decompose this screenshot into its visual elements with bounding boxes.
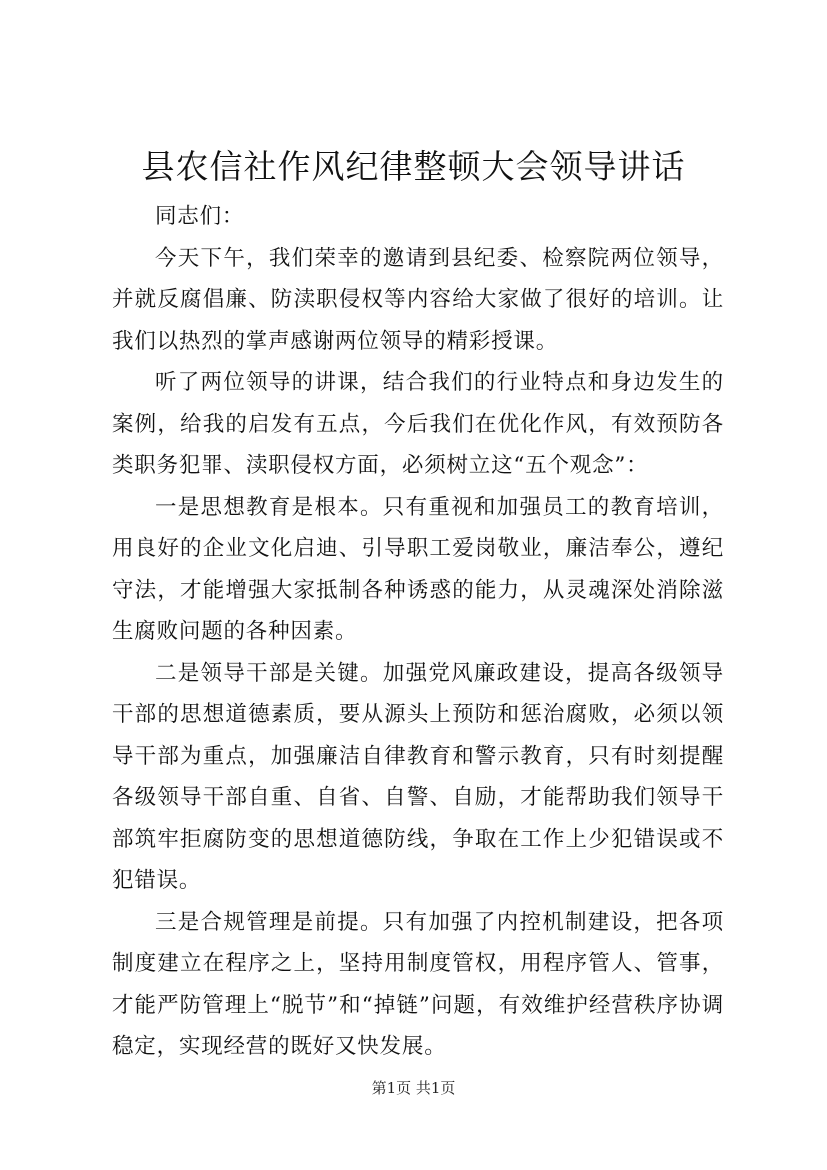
document-title: 县农信社作风纪律整顿大会领导讲话 [141, 147, 686, 186]
paragraph-point-one: 一是思想教育是根本。只有重视和加强员工的教育培训，用良好的企业文化启迪、引导职工爱岗敬业，廉洁奉公，遵纪守法，才能增强大家抵制各种诱惑的能力，从灵魂深处消除滋生腐败问题的各种因素。 [112, 494, 724, 644]
document-body [112, 196, 724, 1068]
paragraph-point-three: 三是合规管理是前提。只有加强了内控机制建设，把各项制度建立在程序之上，坚持用制度管权，用程序管人、管事，才能严防管理上“脱节”和“掉链”问题，有效维护经营秩序协调稳定，实现经营的既好又快发展。 [112, 909, 724, 1059]
paragraph-intro: 今天下午，我们荣幸的邀请到县纪委、检察院两位领导，并就反腐倡廉、防渎职侵权等内容给大家做了很好的培训。让我们以热烈的掌声感谢两位领导的精彩授课。 [112, 245, 724, 354]
salutation: 同志们： [155, 204, 245, 229]
paragraph-point-two: 二是领导干部是关键。加强党风廉政建设，提高各级领导干部的思想道德素质，要从源头上预防和惩治腐败，必须以领导干部为重点，加强廉洁自律教育和警示教育，只有时刻提醒各级领导干部自重、自省、自警、自励，才能帮助我们领导干部筑牢拒腐防变的思想道德防线，争取在工作上少犯错误或不犯错误。 [112, 660, 724, 893]
page-number-footer: 第1页 共1页 [371, 1079, 456, 1097]
paragraph-five-concepts: 听了两位领导的讲课，结合我们的行业特点和身边发生的案例，给我的启发有五点，今后我们在优化作风，有效预防各类职务犯罪、渎职侵权方面，必须树立这“五个观念”： [112, 370, 724, 478]
